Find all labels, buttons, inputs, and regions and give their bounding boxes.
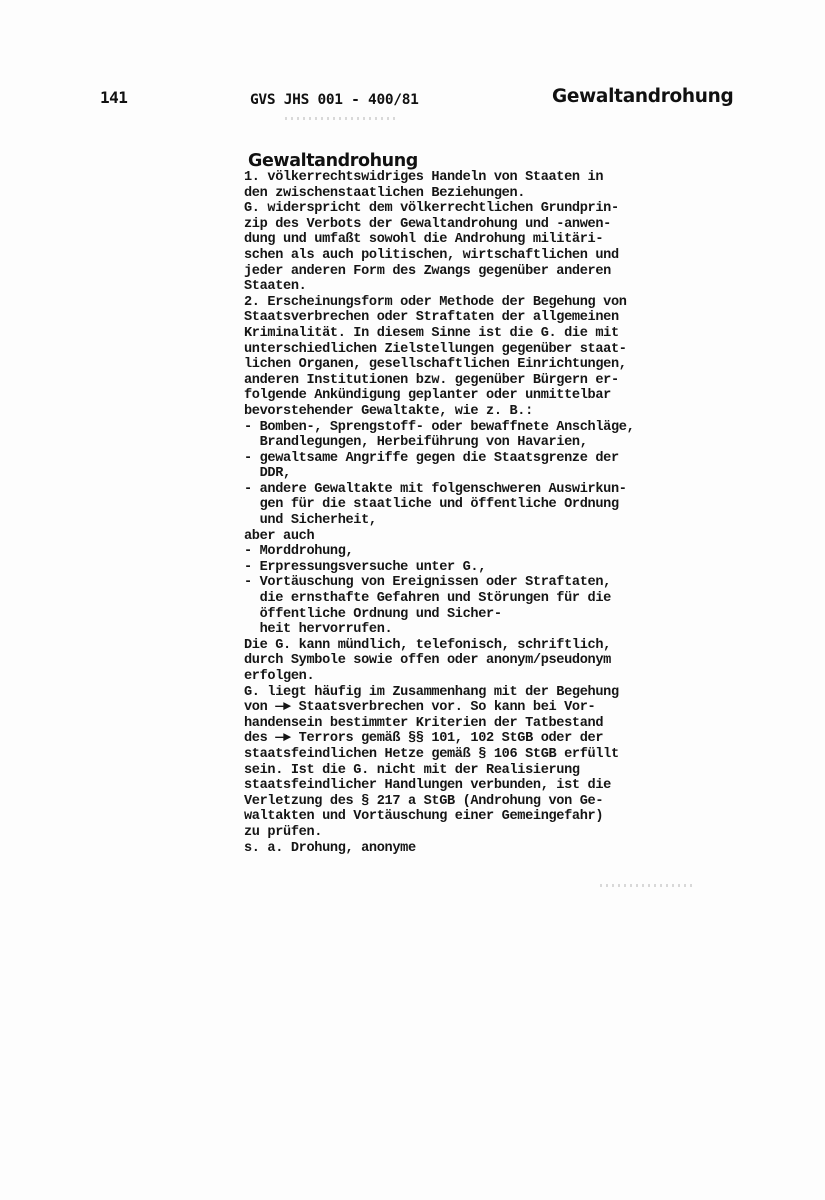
header-keyword: Gewaltandrohung (552, 86, 734, 107)
body-line: handensein bestimmter Kriterien der Tatbestand (244, 715, 604, 731)
body-line: den zwischenstaatlichen Beziehungen. (244, 185, 526, 201)
body-line: die ernsthafte Gefahren und Störungen für die (244, 591, 611, 607)
body-line: waltakten und Vortäuschung einer Gemeingefahr) (244, 809, 604, 825)
body-line: zu prüfen. (244, 824, 323, 840)
body-line: Die G. kann mündlich, telefonisch, schriftlich, (244, 637, 611, 653)
body-line: von —► Staatsverbrechen vor. So kann bei Vor- (244, 700, 596, 716)
body-line: heit hervorrufen. (244, 622, 393, 638)
body-line: bevorstehender Gewaltakte, wie z. B.: (244, 403, 533, 419)
body-line: DDR, (244, 466, 291, 482)
entry-title: Gewaltandrohung (248, 151, 418, 171)
body-line: sein. Ist die G. nicht mit der Realisierung (244, 762, 580, 778)
body-line: lichen Organen, gesellschaftlichen Einrichtungen, (244, 357, 627, 373)
body-line: - andere Gewaltakte mit folgenschweren Auswirkun- (244, 481, 627, 497)
body-line: Brandlegungen, Herbeiführung von Havarien, (244, 435, 588, 451)
body-line: staatsfeindlichen Hetze gemäß § 106 StGB erfüllt (244, 746, 619, 762)
faint-scan-mark (600, 884, 695, 887)
body-line: s. a. Drohung, anonyme (244, 840, 416, 856)
body-line: öffentliche Ordnung und Sicher- (244, 606, 502, 622)
faint-scan-mark (285, 117, 395, 120)
body-line: gen für die staatliche und öffentliche Ordnung (244, 497, 619, 513)
body-line: zip des Verbots der Gewaltandrohung und -anwen- (244, 216, 611, 232)
body-line: des —► Terrors gemäß §§ 101, 102 StGB oder der (244, 731, 604, 747)
body-line: staatsfeindlicher Handlungen verbunden, ist die (244, 778, 611, 794)
body-line: Staaten. (244, 279, 307, 295)
body-line: schen als auch politischen, wirtschaftlichen und (244, 247, 619, 263)
body-line: aber auch (244, 528, 315, 544)
body-line: anderen Institutionen bzw. gegenüber Bürgern er- (244, 372, 619, 388)
body-line: Verletzung des § 217 a StGB (Androhung von Ge- (244, 793, 604, 809)
body-line: und Sicherheit, (244, 513, 377, 529)
entry-body (244, 170, 744, 856)
document-reference: GVS JHS 001 - 400/81 (250, 92, 419, 108)
body-line: durch Symbole sowie offen oder anonym/pseudonym (244, 653, 611, 669)
body-line: - Bomben-, Sprengstoff- oder bewaffnete Anschläge, (244, 419, 635, 435)
body-line: dung und umfaßt sowohl die Androhung militäri- (244, 232, 604, 248)
body-line: folgende Ankündigung geplanter oder unmittelbar (244, 388, 611, 404)
body-line: Staatsverbrechen oder Straftaten der allgemeinen (244, 310, 619, 326)
body-line: G. liegt häufig im Zusammenhang mit der Begehung (244, 684, 619, 700)
body-line: - Vortäuschung von Ereignissen oder Straftaten, (244, 575, 611, 591)
body-line: 2. Erscheinungsform oder Methode der Begehung von (244, 294, 627, 310)
body-line: erfolgen. (244, 669, 315, 684)
body-line: 1. völkerrechtswidriges Handeln von Staaten in (244, 170, 604, 185)
body-line: Kriminalität. In diesem Sinne ist die G. die mit (244, 325, 619, 341)
body-line: - Morddrohung, (244, 544, 354, 560)
body-line: G. widerspricht dem völkerrechtlichen Grundprin- (244, 201, 619, 217)
body-line: unterschiedlichen Zielstellungen gegenüber staat- (244, 341, 627, 357)
body-line: - Erpressungsversuche unter G., (244, 559, 487, 575)
body-line: - gewaltsame Angriffe gegen die Staatsgrenze der (244, 450, 619, 466)
page-number: 141 (100, 88, 128, 107)
body-line: jeder anderen Form des Zwangs gegenüber anderen (244, 263, 611, 279)
